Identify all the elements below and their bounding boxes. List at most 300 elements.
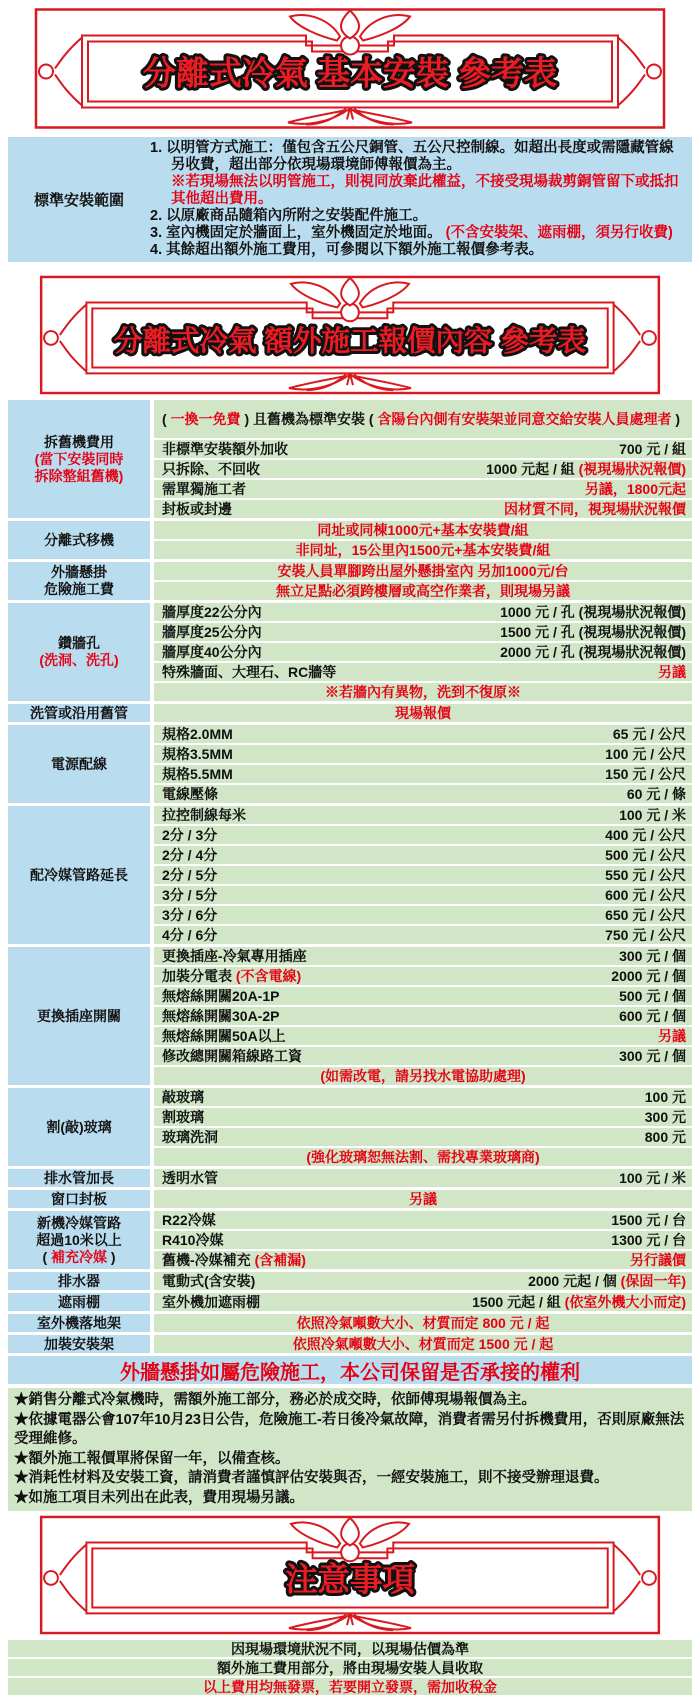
text-segment: (如需改電，請另找水電協助處理) [320,1068,526,1084]
price-row [154,785,692,803]
item-value [630,1252,686,1268]
price-row [154,1272,692,1290]
text-segment: 依照冷氣噸數大小、材質而定 1500 元 / 起 [292,1336,554,1352]
price-row [154,1088,692,1106]
category-label [8,947,150,1085]
price-row [154,440,692,458]
category-label-line [58,635,100,652]
price-group [8,1335,692,1353]
text-segment: 500 元 / 個 [619,988,686,1004]
text-segment: 700 元 / 組 [619,441,686,457]
category-label [8,603,150,701]
price-group [8,1190,692,1208]
text-segment: 另行議價 [630,1252,686,1268]
item-value [486,461,686,477]
text-segment: 危險施工費 [44,581,114,597]
category-label-line [44,434,114,451]
text-segment: 電動式(含安裝) [162,1273,256,1289]
text-segment: 另議，1800元起 [584,481,686,497]
item-label [162,1048,302,1064]
category-label [8,1190,150,1208]
text-segment: 外牆懸掛 [51,564,107,580]
text-segment: (視現場狀況報價) [578,461,686,477]
extra-work-title: 分離式冷氣 額外施工報價內容 參考表 [113,325,587,358]
price-group-rows [154,947,692,1085]
text-segment: 400 元 / 公尺 [605,827,686,843]
price-row [154,806,692,824]
price-row [154,926,692,944]
category-label-line [30,705,128,722]
text-segment: 舊機-冷媒補充 [162,1252,255,1268]
category-label-line [58,1273,100,1290]
item-label [162,604,262,620]
price-group-rows [154,1088,692,1166]
text-segment: 1000 元起 / 組 [486,461,579,477]
price-group-rows [154,1272,692,1290]
price-row [154,1211,692,1229]
note-line: ★依據電器公會107年10月23日公告，危險施工-若日後冷氣故障，消費者需另付拆機費用，否則原廠無法受理維修。 [14,1411,685,1447]
item-value [605,867,686,883]
text-segment: 室外機加遮雨棚 [162,1294,260,1310]
item-value [611,968,686,984]
text-segment: 1300 元 / 台 [611,1232,686,1248]
price-row-note [154,582,692,600]
category-label [8,1211,150,1269]
note-line: ★銷售分離式冷氣機時，需額外施工部分，務必於成交時，依師傅現場報價為主。 [14,1392,536,1408]
price-group [8,1293,692,1311]
text-segment: 封板或封邊 [162,501,232,517]
item-label [162,968,301,984]
item-label [162,1170,218,1186]
price-group-rows [154,1314,692,1332]
price-row [154,1047,692,1065]
category-label-line [51,564,107,581]
note-line: ★消耗性材料及安裝工資，請消費者謹慎評估安裝與否，一經安裝施工，則不接受辦理退費。 [14,1470,609,1486]
category-label-line [37,1315,121,1332]
price-group-rows [154,806,692,944]
category-label [8,1293,150,1311]
price-group [8,1272,692,1290]
text-segment: 需單獨施工者 [162,481,246,497]
item-label [162,1129,218,1145]
text-segment: 規格3.5MM [162,746,233,762]
category-label-line [37,1008,121,1025]
text-segment: 割(敲)玻璃 [46,1118,112,1135]
price-row [154,906,692,924]
text-segment: 更換插座開關 [37,1007,121,1024]
item-value [658,1028,686,1044]
text-segment: R22冷媒 [162,1212,216,1228]
text-segment: ) [107,1248,116,1265]
item-label [162,927,217,943]
text-segment: 拉控制線每米 [162,807,246,823]
item-value [605,746,686,762]
text-segment: 敲玻璃 [162,1089,204,1105]
price-row-note [154,1314,692,1332]
text-segment: 1500 元 / 孔 (視現場狀況報價) [500,624,686,640]
category-label-line [44,581,114,598]
text-segment: 補充冷媒 [51,1248,107,1265]
price-group-rows [154,562,692,600]
item-label [162,481,246,497]
text-segment: 2分 / 5分 [162,867,218,883]
text-segment: 含陽台內側有安裝架並同意交給安裝人員處理者 [377,411,672,427]
text-segment: 100 元 [644,1089,686,1105]
item-value [658,664,686,680]
price-row [154,663,692,681]
category-label [8,725,150,803]
item-value [605,927,686,943]
text-segment: 特殊牆面、大理石、RC牆等 [162,664,337,680]
text-segment: (保固一年) [620,1273,686,1289]
text-segment: 100 元 / 公尺 [605,746,686,762]
text-segment: 2分 / 3分 [162,827,218,843]
price-row [154,1128,692,1146]
category-label [8,1272,150,1290]
category-label-line [35,468,124,485]
text-segment: 電源配線 [51,755,107,772]
text-segment: 3分 / 5分 [162,887,218,903]
text-segment: 2. 以原廠商品隨箱內所附之安裝配件施工。 [150,208,428,224]
price-group-rows [154,1293,692,1311]
item-value [472,1294,686,1310]
item-label [162,1109,204,1125]
item-label [162,807,246,823]
text-segment: 新機冷媒管路 [37,1214,121,1231]
text-segment: 牆厚度25公分內 [162,624,262,640]
price-row-note [154,1190,692,1208]
item-label [162,1252,306,1268]
item-value [619,948,686,964]
text-segment: 加裝安裝架 [44,1335,114,1352]
note-line: ★如施工項目未列出在此表，費用現場另議。 [14,1489,304,1506]
text-segment: 安裝人員單腳跨出屋外懸掛室內 另加1000元/台 [277,563,569,579]
standard-install-item [150,174,686,208]
item-value [605,907,686,923]
price-row [154,765,692,783]
category-label-line [46,1119,111,1136]
text-segment: 300 元 / 個 [619,1048,686,1064]
item-label [162,644,262,660]
item-value [645,1109,686,1125]
category-label-line [44,1336,114,1353]
text-segment: 另議 [658,1028,686,1044]
item-label [162,624,262,640]
item-label [162,786,218,802]
text-segment: 3分 / 6分 [162,907,218,923]
price-row [154,725,692,743]
text-segment: 無熔絲開關50A以上 [162,1028,286,1044]
item-value [619,1008,686,1024]
price-group [8,521,692,559]
item-value [619,988,686,1004]
category-label-line [42,1249,115,1266]
text-segment: 一換一免費 [170,411,241,427]
text-segment: 2000 元起 / 個 [528,1273,621,1289]
category-label [8,562,150,600]
text-segment: 100 元 / 米 [619,1170,686,1186]
footer-row: 因現場環境狀況不同，以現場估價為準 [8,1640,692,1657]
text-segment: 750 元 / 公尺 [605,927,686,943]
notice-banner [34,1515,666,1635]
price-row [154,1027,692,1045]
price-group-rows [154,521,692,559]
item-value [645,1089,686,1105]
price-group [8,704,692,722]
category-label-line [44,1170,114,1187]
item-value [500,624,686,640]
text-segment: 1500 元起 / 組 [472,1294,565,1310]
item-label [162,1028,286,1044]
text-segment: (依室外機大小而定) [564,1294,686,1310]
text-segment: 加裝分電表 [162,968,236,984]
item-value [528,1273,686,1289]
price-group-rows [154,1169,692,1187]
price-table [8,400,692,1353]
price-group-rows [154,1335,692,1353]
text-segment: 1000 元 / 孔 (視現場狀況報價) [500,604,686,620]
item-value [585,481,686,497]
text-segment: 100 元 / 米 [619,807,686,823]
text-segment: 規格2.0MM [162,726,233,742]
price-row [154,967,692,985]
text-segment: 修改總開關箱線路工資 [162,1048,302,1064]
notes-section [8,1388,692,1511]
price-row-note [154,541,692,559]
notice-title: 注意事項 [285,1561,415,1598]
footer-row: 以上費用均無發票，若要開立發票，需加收稅金 [8,1678,692,1695]
text-segment: 分離式移機 [44,531,114,548]
item-label [162,867,217,883]
item-label [162,1232,223,1248]
basic-install-banner [34,5,666,132]
price-row-note [154,1148,692,1166]
item-label [162,948,307,964]
price-row [154,460,692,478]
standard-install-list [150,140,692,259]
text-segment: 非同址，15公里內1500元+基本安裝費/組 [295,542,551,558]
price-row [154,643,692,661]
item-value [611,1212,686,1228]
extra-work-banner [34,275,666,395]
price-row [154,400,692,438]
price-row-note [154,1335,692,1353]
category-label-line [37,1215,121,1232]
text-segment: 650 元 / 公尺 [605,907,686,923]
text-segment: 割玻璃 [162,1109,204,1125]
price-row-note [154,1067,692,1085]
price-row [154,886,692,904]
text-segment: 另議 [658,664,686,680]
text-segment: 牆厚度40公分內 [162,644,262,660]
text-segment: 600 元 / 個 [619,1008,686,1024]
price-row [154,623,692,641]
price-group [8,400,692,518]
price-row [154,1251,692,1269]
price-group [8,1088,692,1166]
text-segment: 只拆除、不回收 [162,461,260,477]
price-group-rows [154,704,692,722]
item-value [504,501,686,517]
item-label [162,988,279,1004]
basic-install-title: 分離式冷氣 基本安裝 參考表 [142,54,558,92]
price-row-note [154,521,692,539]
category-label-line [58,1294,100,1311]
text-segment: 550 元 / 公尺 [605,867,686,883]
item-label [162,664,336,680]
text-segment: 4分 / 6分 [162,927,218,943]
text-segment: 配冷媒管路延長 [30,866,128,883]
item-label [162,1294,260,1310]
text-segment: ( [162,411,171,427]
price-group [8,1169,692,1187]
text-segment: 1500 元 / 台 [611,1212,686,1228]
item-value [619,807,686,823]
price-row [154,745,692,763]
category-label [8,704,150,722]
category-label-line [30,867,128,884]
text-segment: 遮雨棚 [58,1293,100,1310]
item-value [605,847,686,863]
category-label [8,1088,150,1166]
text-segment: 4. 其餘超出額外施工費用，可參閱以下額外施工報價參考表。 [150,242,544,258]
item-label [162,1089,204,1105]
item-label [162,887,217,903]
text-segment: 室外機落地架 [37,1314,121,1331]
standard-install-item [150,140,686,174]
standard-install-item [150,242,686,259]
item-value [605,766,686,782]
price-row-note [154,562,692,580]
item-label [162,1212,216,1228]
price-group-rows [154,603,692,701]
text-segment: 無熔絲開關20A-1P [162,988,280,1004]
text-segment: 更換插座-冷氣專用插座 [162,948,307,964]
price-group [8,806,692,944]
text-segment: 拆舊機費用 [44,433,114,450]
price-row [154,603,692,621]
text-segment: 800 元 [644,1129,686,1145]
item-value [613,726,686,742]
text-segment: 60 元 / 條 [626,786,686,802]
price-row [154,846,692,864]
text-segment: (不含安裝架、遮雨棚，須另行收費) [445,225,673,241]
text-segment: (強化玻璃恕無法割、需找專業玻璃商) [306,1149,540,1165]
text-segment: 排水管加長 [44,1169,114,1186]
item-label [162,1273,255,1289]
item-label [162,1008,279,1024]
text-segment: 65 元 / 公尺 [612,726,686,742]
standard-install-item [150,208,686,225]
text-segment: 依照冷氣噸數大小、材質而定 800 元 / 起 [296,1315,550,1331]
price-row-note [154,683,692,701]
text-segment: 規格5.5MM [162,766,233,782]
text-segment: 無立足點必須跨樓層或高空作業者，則現場另議 [276,583,570,599]
text-segment: 另議 [409,1191,437,1207]
item-label [162,441,288,457]
price-group [8,562,692,600]
item-value [619,1170,686,1186]
text-segment: 超過10米以上 [36,1231,122,1248]
text-segment: 2分 / 4分 [162,847,218,863]
item-value [605,827,686,843]
category-label [8,1169,150,1187]
text-segment: ※若現場無法以明管施工，則視同放棄此權益，不接受現場裁剪銅管留下或抵扣其他超出費用。 [171,174,679,207]
item-label [162,746,233,762]
item-value [645,1129,686,1145]
price-row-note [154,704,692,722]
text-segment: 透明水管 [162,1170,218,1186]
text-segment: 因材質不同，視現場狀況報價 [504,501,686,517]
text-segment: 牆厚度22公分內 [162,604,262,620]
price-group-rows [154,725,692,803]
item-label [162,501,232,517]
text-segment: 電線壓條 [162,786,218,802]
price-group [8,1314,692,1332]
category-label-line [51,756,107,773]
text-segment: 500 元 / 公尺 [605,847,686,863]
text-segment: 300 元 / 個 [619,948,686,964]
standard-install-section [8,137,692,262]
text-segment: 300 元 [644,1109,686,1125]
text-segment: ) 且舊機為標準安裝 ( [240,411,378,427]
price-row [154,1108,692,1126]
category-label-line [35,451,124,468]
text-segment: 排水器 [58,1272,100,1289]
price-group-rows [154,1211,692,1269]
category-label [8,806,150,944]
price-row [154,1169,692,1187]
item-value [619,1048,686,1064]
text-segment: 非標準安裝額外加收 [162,441,288,457]
price-group [8,603,692,701]
category-label-line [36,1232,122,1249]
price-row [154,947,692,965]
price-row [154,987,692,1005]
text-segment: 鑽牆孔 [58,635,100,651]
item-label [162,410,680,428]
text-segment: (不含電線) [235,968,302,984]
text-segment: 150 元 / 公尺 [605,766,686,782]
hazard-notice: 外牆懸掛如屬危險施工，本公司保留是否承接的權利 [8,1356,692,1384]
note-line: ★額外施工報價單將保留一年，以備查核。 [14,1450,290,1467]
price-group-rows [154,1190,692,1208]
text-segment: ※若牆內有異物，洗到不復原※ [325,684,521,700]
category-label [8,1314,150,1332]
text-segment: ( [42,1248,51,1265]
text-segment: 玻璃洗洞 [162,1129,218,1145]
item-label [162,726,233,742]
text-segment: 洗管或沿用舊管 [30,704,128,721]
price-row [154,826,692,844]
item-label [162,461,260,477]
text-segment: 1. 以明管方式施工：僅包含五公尺銅管、五公尺控制線。如超出長度或需隱藏管線另收費，超出部分依現場環境師傅報價為主。 [150,140,674,173]
item-label [162,827,217,843]
text-segment: (含補漏) [254,1252,306,1268]
text-segment: 3. 室內機固定於牆面上，室外機固定於地面。 [150,225,446,241]
price-group-rows [154,400,692,518]
item-value [605,887,686,903]
category-label [8,1335,150,1353]
category-label [8,521,150,559]
footer-row: 額外施工費用部分，將由現場安裝人員收取 [8,1659,692,1676]
text-segment: (當下安裝同時 [34,450,124,467]
price-group [8,947,692,1085]
item-value [500,644,686,660]
category-label [8,400,150,518]
text-segment: ) [671,411,681,427]
category-label-line [44,532,114,549]
